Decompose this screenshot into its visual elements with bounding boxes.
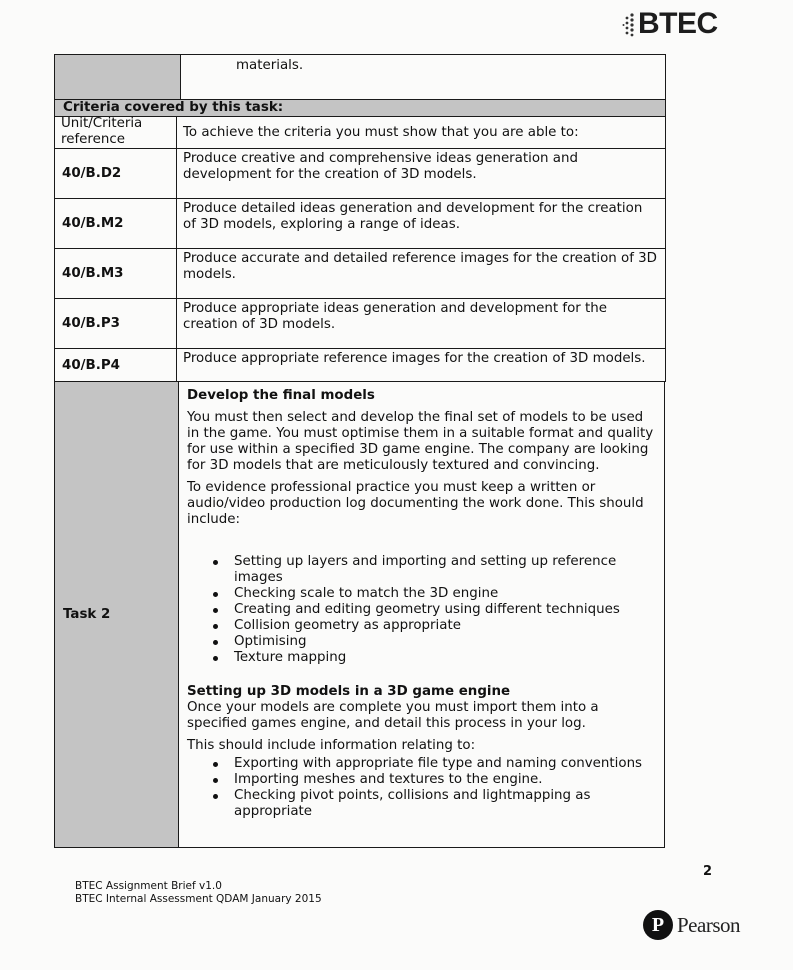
btec-wordmark: BTEC (638, 7, 718, 40)
task-paragraph: This should include information relating to: (187, 738, 476, 753)
criteria-description: Produce appropriate ideas generation and development for the creation of 3D models. (183, 301, 608, 332)
top-row-text: materials. (236, 58, 304, 73)
btec-logo (622, 6, 718, 42)
pearson-logo (643, 910, 740, 940)
list-item: Exporting with appropriate file type and naming conventions (187, 756, 657, 772)
criteria-description: Produce accurate and detailed reference images for the creation of 3D models. (183, 251, 657, 282)
task-heading-final-models: Develop the final models (187, 388, 375, 403)
production-log-list (187, 554, 657, 666)
criteria-ref: 40/B.M2 (62, 216, 124, 231)
criteria-heading-bar (54, 99, 666, 117)
criteria-description: Produce detailed ideas generation and development for the creation of 3D models, exploring a range of ideas. (183, 201, 643, 232)
engine-import-list (187, 756, 657, 820)
list-item: Checking pivot points, collisions and lightmapping as appropriate (187, 788, 657, 820)
page-number: 2 (703, 864, 713, 879)
list-item: Collision geometry as appropriate (187, 618, 657, 634)
pearson-wordmark: Pearson (677, 912, 740, 937)
criteria-description: Produce appropriate reference images for the creation of 3D models. (183, 351, 646, 366)
task-paragraph: You must then select and develop the final set of models to be used in the game. You must optimise them in a suitable format and quality for use within a specified 3D game engine. The company are looking for 3D models that are meticulously textured and convincing. (187, 410, 654, 473)
footer-line: BTEC Assignment Brief v1.0 (75, 880, 222, 892)
criteria-ref: 40/B.P3 (62, 316, 120, 331)
criteria-heading: Criteria covered by this task: (63, 100, 284, 115)
list-item: Creating and editing geometry using different techniques (187, 602, 657, 618)
task-label-cell (54, 381, 179, 848)
list-item: Texture mapping (187, 650, 657, 666)
task-body (187, 388, 657, 820)
task-label: Task 2 (63, 607, 111, 622)
criteria-ref: 40/B.P4 (62, 358, 120, 373)
col1-header: Unit/Criteria reference (61, 116, 143, 147)
criteria-ref: 40/B.M3 (62, 266, 124, 281)
criteria-table (54, 116, 666, 382)
top-left-cell (54, 54, 181, 100)
btec-dots-icon (622, 11, 636, 37)
footer-line: BTEC Internal Assessment QDAM January 2015 (75, 893, 322, 905)
criteria-description: Produce creative and comprehensive ideas generation and development for the creation of 3D models. (183, 151, 578, 182)
task-heading-game-engine: Setting up 3D models in a 3D game engine (187, 684, 511, 699)
list-item: Checking scale to match the 3D engine (187, 586, 657, 602)
top-right-cell (180, 54, 666, 100)
list-item: Importing meshes and textures to the engine. (187, 772, 657, 788)
list-item: Optimising (187, 634, 657, 650)
criteria-ref: 40/B.D2 (62, 166, 122, 181)
pearson-mark-icon: P (643, 910, 673, 940)
footer (75, 880, 322, 906)
list-item: Setting up layers and importing and setting up reference images (187, 554, 657, 586)
task-paragraph: To evidence professional practice you must keep a written or audio/video production log documenting the work done. This should include: (187, 480, 644, 527)
col2-header: To achieve the criteria you must show that you are able to: (183, 125, 579, 140)
task-paragraph: Once your models are complete you must import them into a specified games engine, and detail this process in your log. (187, 700, 599, 731)
